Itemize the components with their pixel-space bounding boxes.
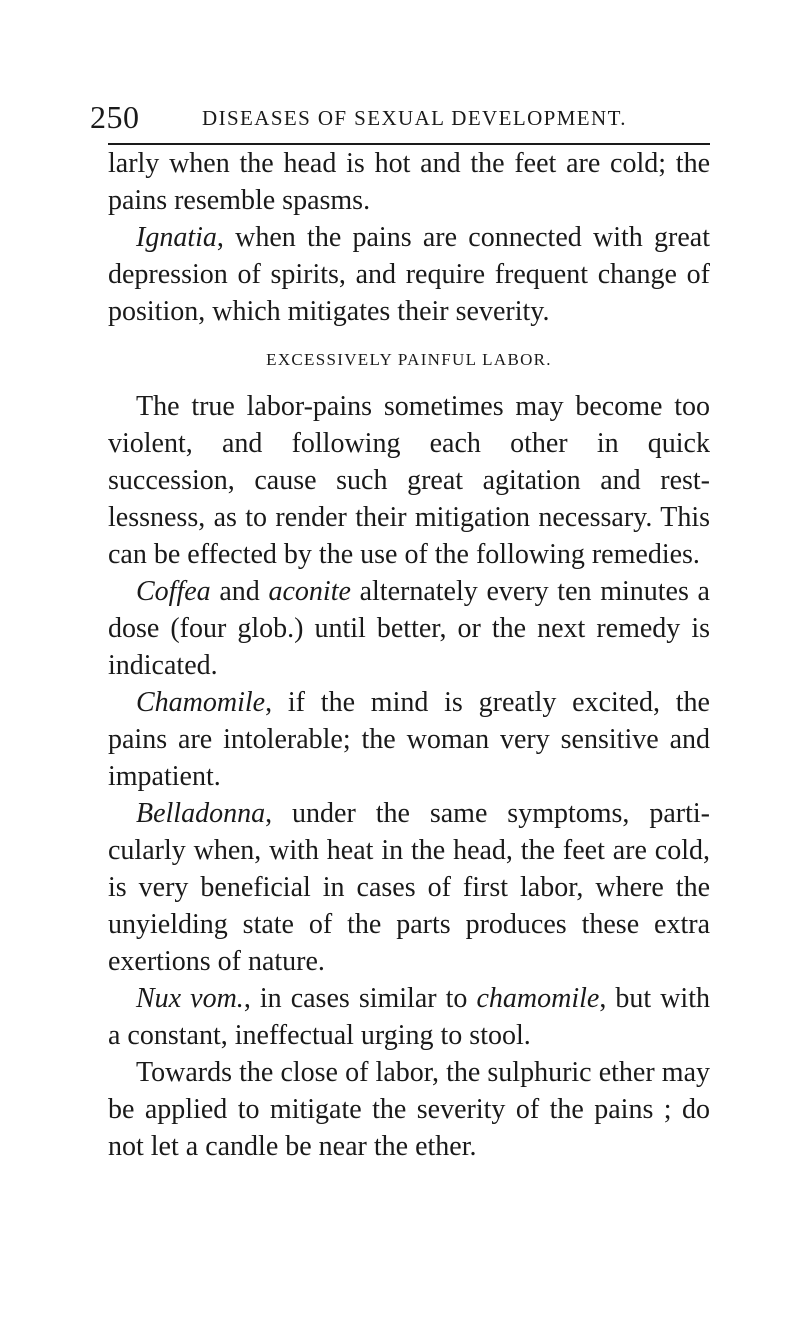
paragraph-intro: The true labor-pains sometimes may become too violent, and following each other in quick succession, cause such great agitation and restlessness, as to render their mitigation necessary. This can be effected by the use of the following remedies.	[108, 391, 710, 570]
paragraph-text: , under the same symptoms, particularly when, with heat in the head, the feet are cold, is very beneficial in cases of first labor, where the unyielding state of the parts produces these extra exertions of nature.	[108, 798, 710, 977]
running-head: DISEASES OF SEXUAL DEVELOPMENT.	[202, 106, 627, 130]
paragraph-text: , when the pains are connected with great depression of spirits, and require frequent change of position, which mitigates their severity.	[108, 222, 710, 327]
section-heading: EXCESSIVELY PAINFUL LABOR.	[266, 350, 552, 369]
paragraph-ether: Towards the close of labor, the sulphuric ether may be applied to mitigate the severity of the pains ; do not let a candle be near the ether.	[108, 1057, 710, 1162]
page-body	[108, 145, 710, 1165]
page-header	[90, 100, 710, 134]
paragraph-text: and	[210, 576, 269, 607]
paragraph-chamomile	[108, 684, 710, 795]
paragraph-text: , in cases similar to	[243, 983, 477, 1014]
remedy-name: Ignatia	[136, 222, 217, 253]
remedy-name: Belladonna	[136, 798, 266, 829]
remedy-name: Nux vom.	[136, 983, 244, 1014]
remedy-name: Coffea	[136, 576, 211, 607]
paragraph-coffea	[108, 573, 710, 684]
paragraph-ignatia	[108, 219, 710, 330]
remedy-name: Chamomile	[136, 687, 266, 718]
paragraph-nux-vom	[108, 980, 710, 1054]
paragraph-belladonna	[108, 795, 710, 980]
paragraph-text: , if the mind is greatly excited, the pains are intolerable; the woman very sensitive and impatient.	[108, 687, 710, 792]
paragraph-text: alternately every ten minutes a dose (four glob.) until better, or the next remedy is indicated.	[108, 576, 710, 681]
page-number: 250	[90, 99, 140, 135]
paragraph-text: , but with a constant, ineffectual urging to stool.	[108, 983, 710, 1051]
remedy-name: aconite	[268, 576, 351, 607]
remedy-name: chamomile	[476, 983, 600, 1014]
paragraph-continuation: larly when the head is hot and the feet are cold; the pains resemble spasms.	[108, 148, 710, 216]
